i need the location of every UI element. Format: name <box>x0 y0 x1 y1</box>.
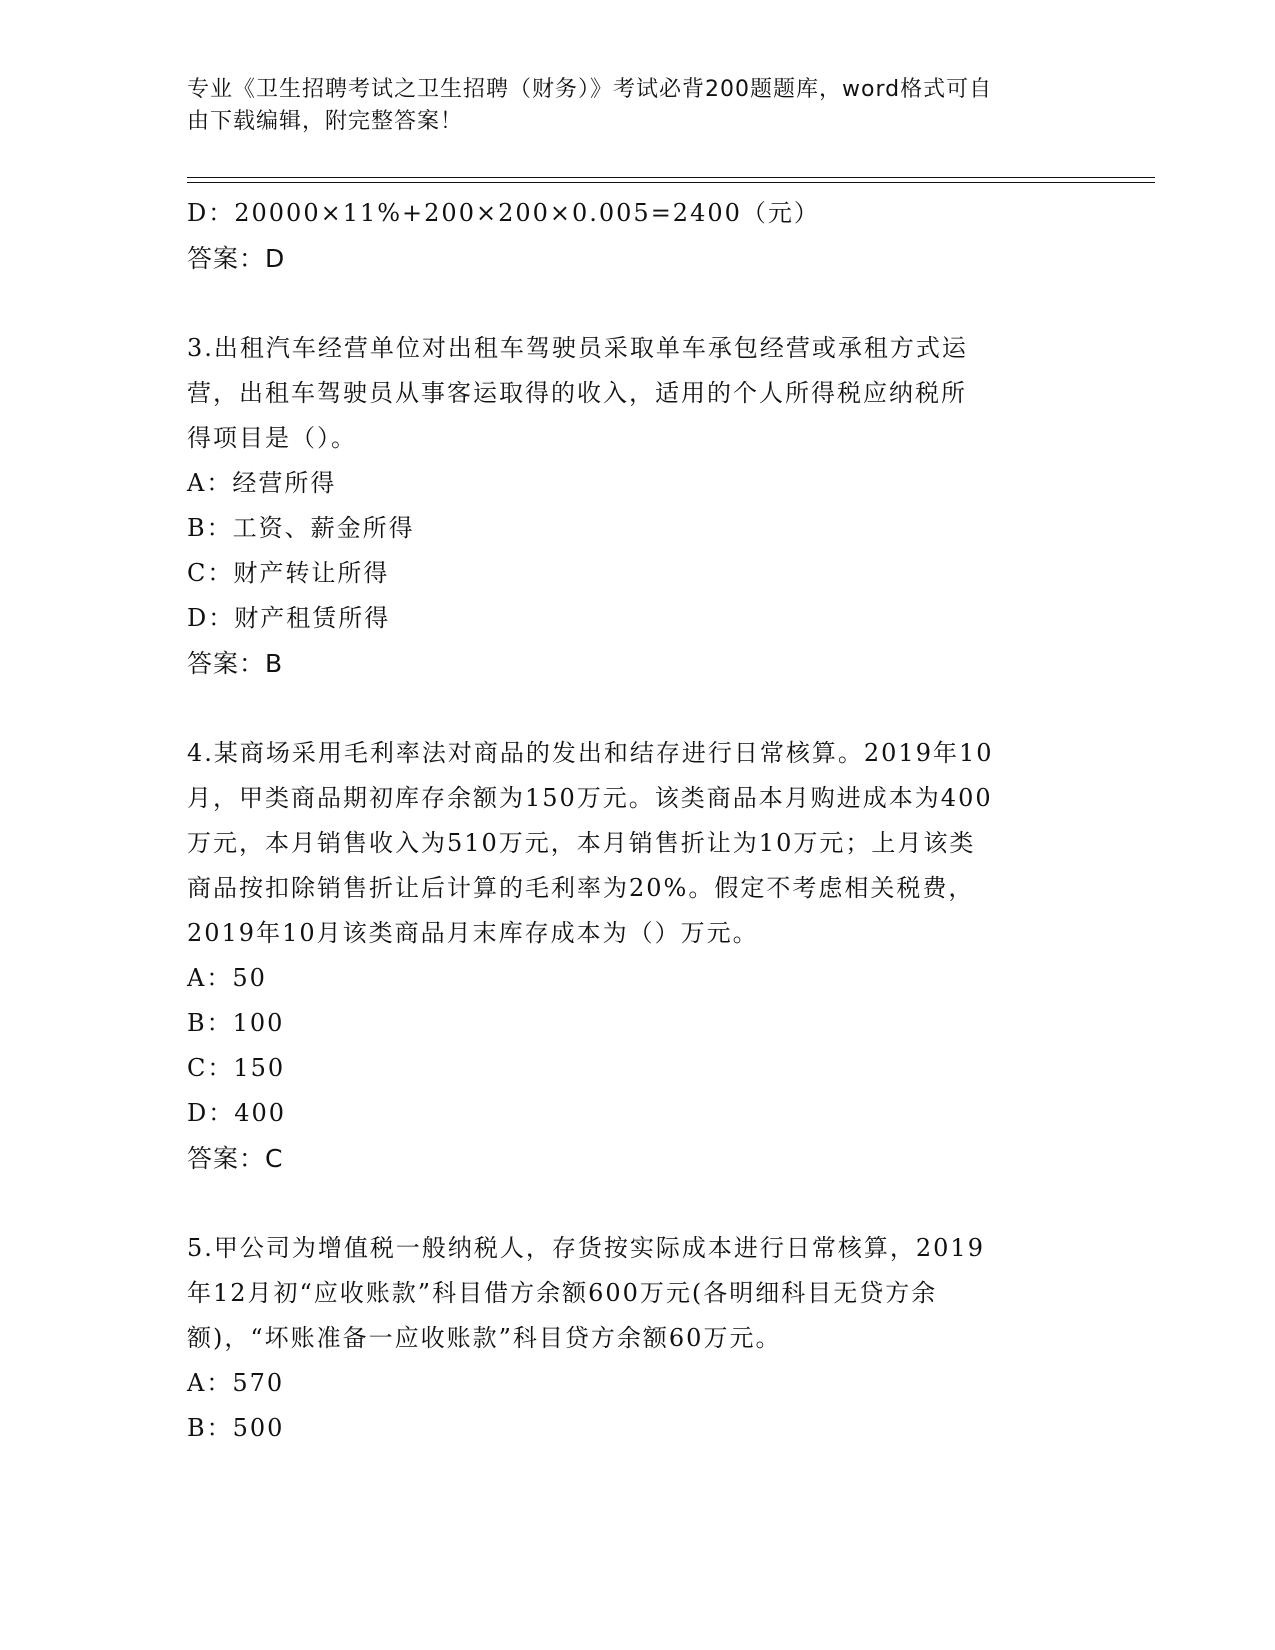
spacer <box>187 281 1087 326</box>
question-text-line: 月，甲类商品期初库存余额为150万元。该类商品本月购进成本为400 <box>187 784 993 812</box>
question-5 <box>187 1226 1087 1451</box>
spacer <box>187 1181 1087 1226</box>
answer-line: 答案：C <box>187 1144 284 1173</box>
document-body <box>187 191 1087 1451</box>
question-text-line: 2019年10月该类商品月末库存成本为（）万元。 <box>187 919 759 947</box>
question-text-line: 4.某商场采用毛利率法对商品的发出和结存进行日常核算。2019年10 <box>187 739 994 767</box>
answer-line: 答案：B <box>187 649 284 678</box>
option-b: B：500 <box>187 1414 285 1442</box>
question-text-line: 5.甲公司为增值税一般纳税人，存货按实际成本进行日常核算，2019 <box>187 1234 985 1262</box>
question-3 <box>187 326 1087 686</box>
question-text-line: 得项目是（）。 <box>187 424 357 452</box>
question-text-line: 商品按扣除销售折让后计算的毛利率为20%。假定不考虑相关税费， <box>187 874 975 902</box>
answer-line: 答案：D <box>187 244 286 273</box>
header-divider-top <box>187 177 1155 178</box>
option-c: C：财产转让所得 <box>187 559 390 587</box>
document-header <box>187 74 1087 138</box>
option-d: D：20000×11%+200×200×0.005=2400（元） <box>187 199 820 227</box>
question-fragment <box>187 191 1087 281</box>
option-a: A：经营所得 <box>187 469 337 497</box>
header-line-2: 由下载编辑，附完整答案！ <box>187 109 464 134</box>
header-line-1: 专业《卫生招聘考试之卫生招聘（财务）》考试必背200题题库，word格式可自 <box>187 77 993 102</box>
question-text-line: 额)，“坏账准备一应收账款”科目贷方余额60万元。 <box>187 1324 782 1352</box>
option-a: A：570 <box>187 1369 285 1397</box>
question-text-line: 年12月初“应收账款”科目借方余额600万元(各明细科目无贷方余 <box>187 1279 938 1307</box>
question-text-line: 3.出租汽车经营单位对出租车驾驶员采取单车承包经营或承租方式运 <box>187 334 968 362</box>
question-4 <box>187 731 1087 1181</box>
option-c: C：150 <box>187 1054 286 1082</box>
header-divider-bottom <box>187 182 1155 183</box>
option-a: A：50 <box>187 964 267 992</box>
option-b: B：工资、薪金所得 <box>187 514 415 542</box>
option-d: D：400 <box>187 1099 287 1127</box>
option-b: B：100 <box>187 1009 285 1037</box>
question-text-line: 万元，本月销售收入为510万元，本月销售折让为10万元；上月该类 <box>187 829 976 857</box>
option-d: D：财产租赁所得 <box>187 604 391 632</box>
question-text-line: 营，出租车驾驶员从事客运取得的收入，适用的个人所得税应纳税所 <box>187 379 967 407</box>
spacer <box>187 686 1087 731</box>
